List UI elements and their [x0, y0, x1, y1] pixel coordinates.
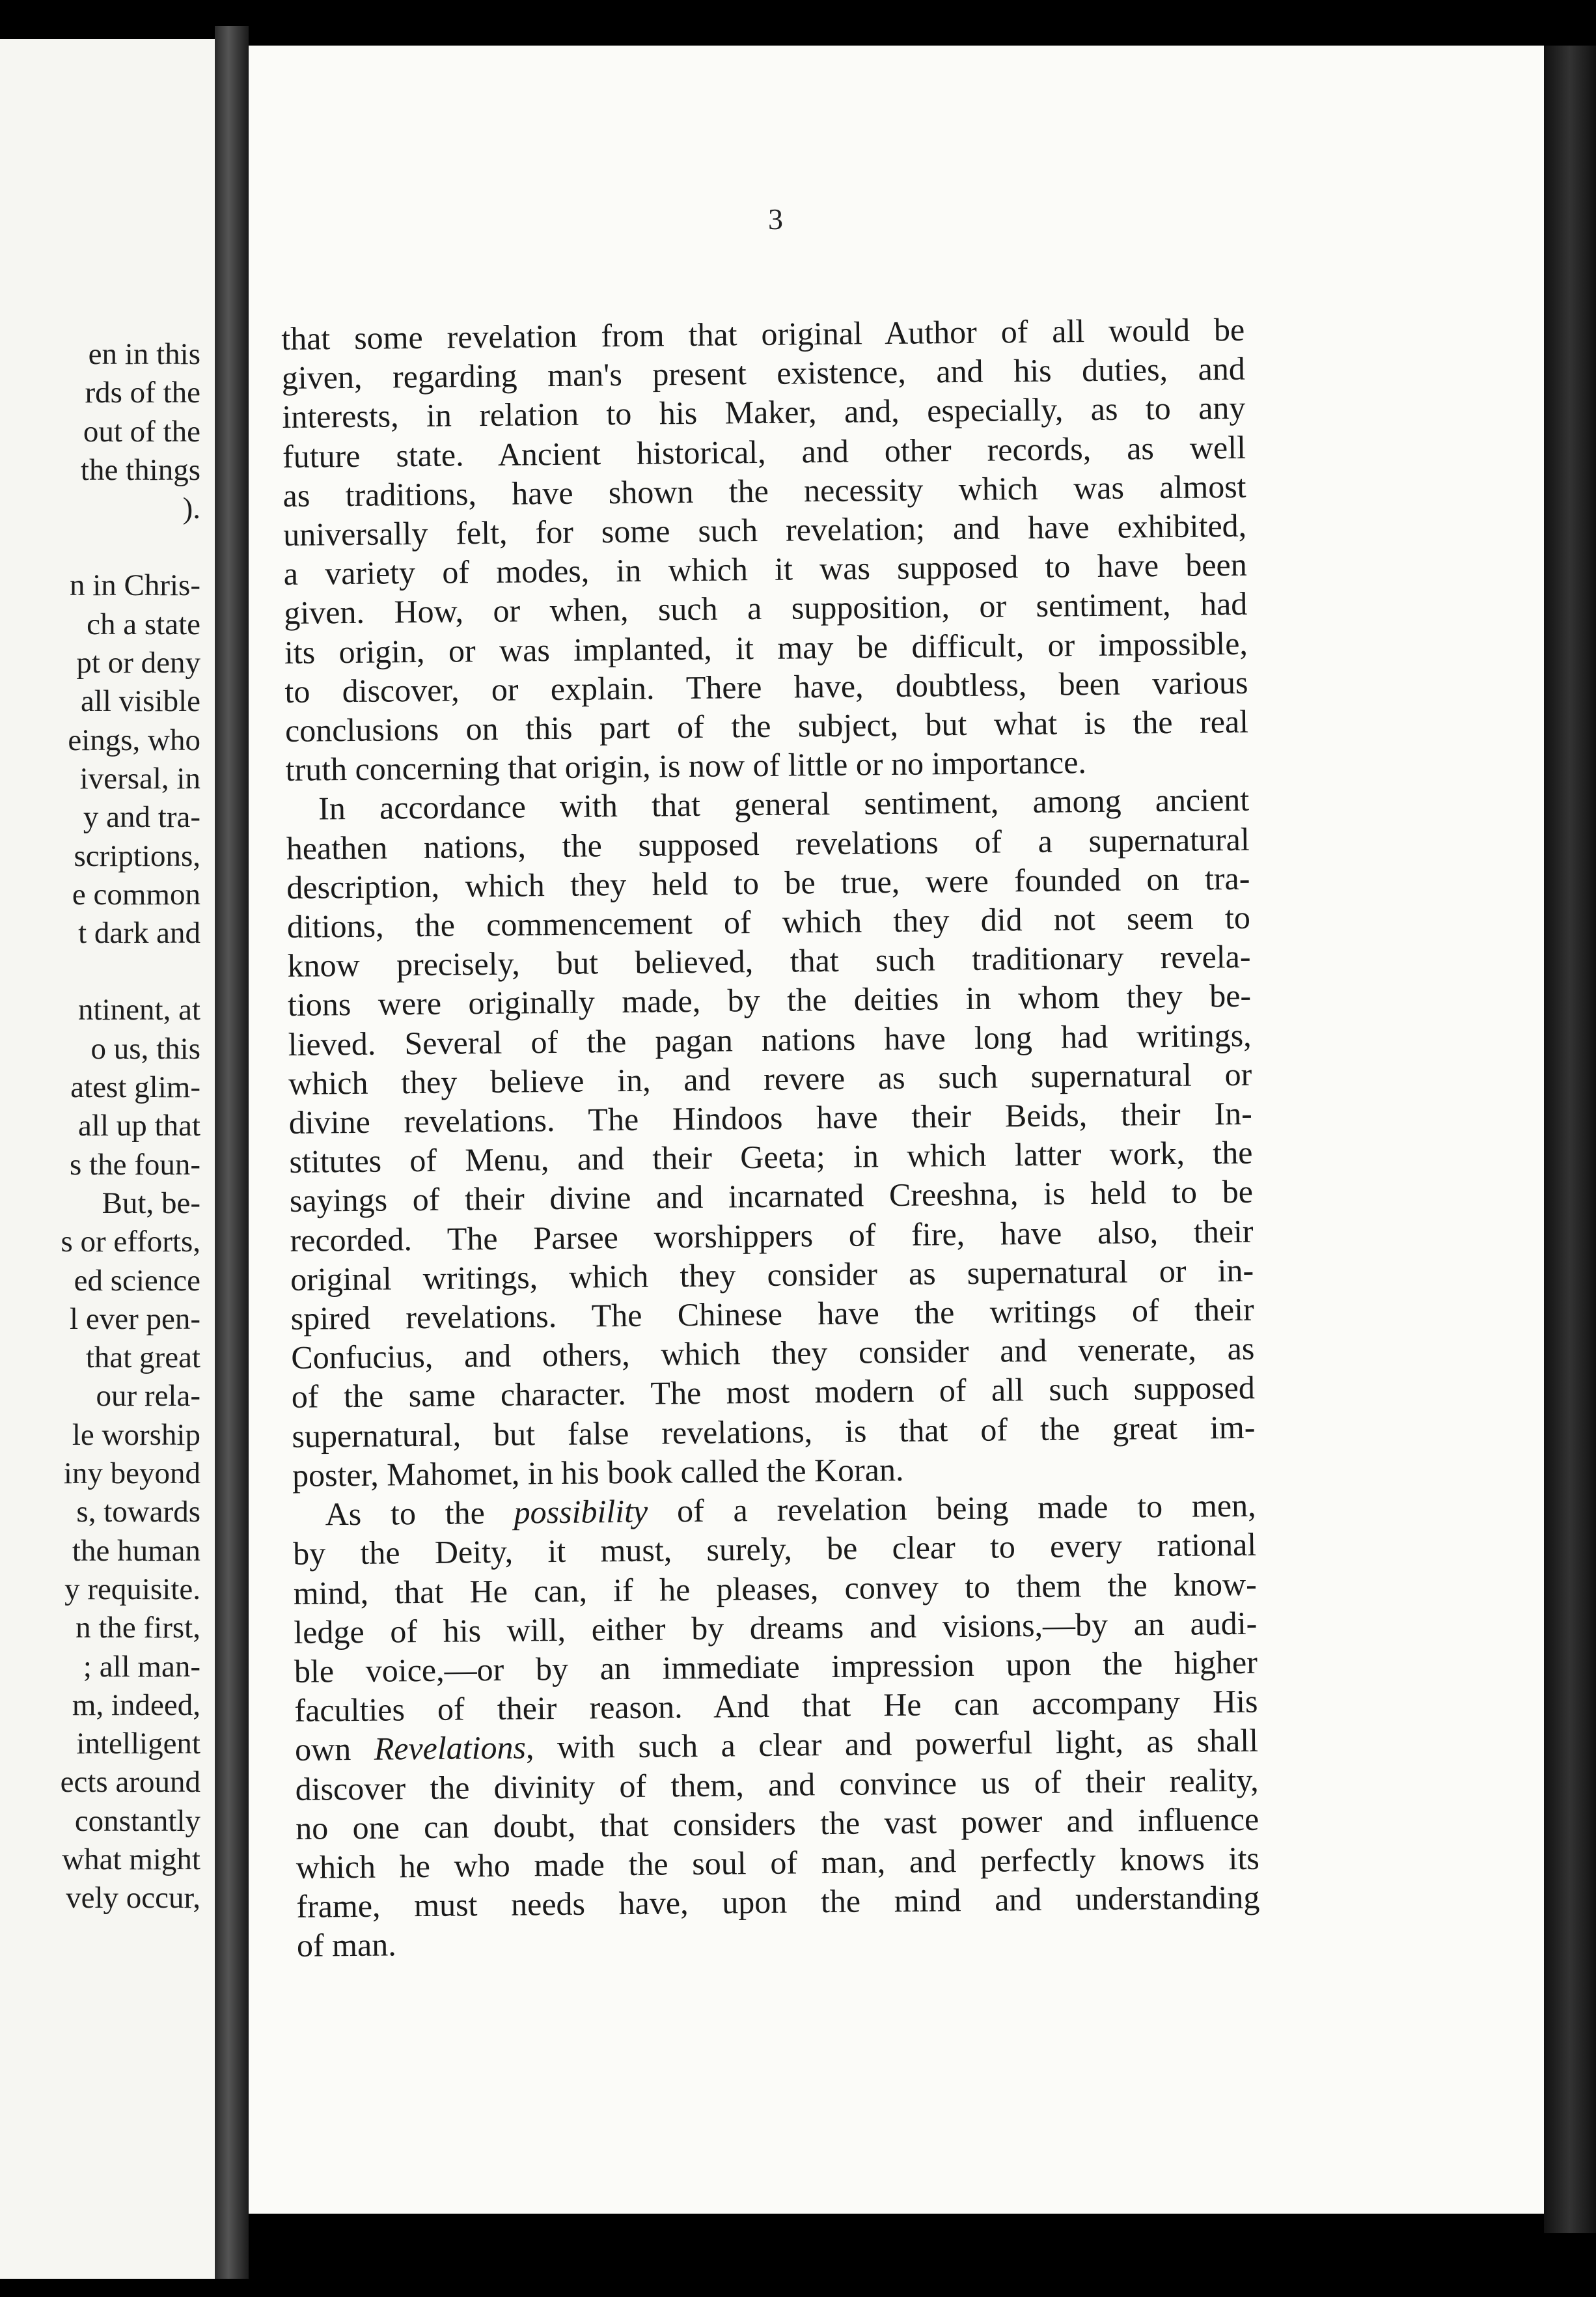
- text-line: universally felt, for some such revelation; and have exhibited,: [282, 507, 1247, 553]
- line-gap: [0, 528, 200, 566]
- emphasis: Revelations: [374, 1729, 527, 1768]
- previous-page-line: ; all man-: [83, 1649, 200, 1684]
- text-line: stitutes of Menu, and their Geeta; in which latter work, the: [289, 1134, 1253, 1180]
- emphasis: possibility: [514, 1492, 648, 1531]
- text-line: given, regarding man's present existence, and his duties, and: [281, 350, 1246, 397]
- text-line: tions were originally made, by the deities in whom they be-: [287, 977, 1252, 1023]
- previous-page-text: [0, 335, 200, 1918]
- previous-page-line: the human: [72, 1533, 200, 1568]
- previous-page-line: y requisite.: [64, 1572, 200, 1606]
- text-line: to discover, or explain. There have, doubtless, been various: [284, 663, 1248, 710]
- body-text: [281, 310, 1260, 1966]
- text-line: description, which they held to be true, were founded on tra-: [286, 859, 1250, 906]
- text-line: ledge of his will, either by dreams and visions,—by an audi-: [294, 1604, 1258, 1650]
- paragraph-2: [286, 780, 1256, 1495]
- line-gap: [0, 953, 200, 991]
- previous-page-line: t dark and: [78, 916, 200, 951]
- text-line: sayings of their divine and incarnated Creeshna, is held to be: [289, 1173, 1254, 1219]
- previous-page: [0, 39, 215, 2279]
- page-number: 3: [768, 202, 783, 236]
- previous-page-line: s, towards: [76, 1495, 200, 1529]
- paragraph-3: [292, 1486, 1260, 1966]
- text-line: original writings, which they consider as supernatural or in-: [290, 1251, 1254, 1298]
- text-line: frame, must needs have, upon the mind and understanding: [296, 1878, 1260, 1925]
- previous-page-line: n in Chris-: [69, 568, 200, 603]
- previous-page-line: iny beyond: [63, 1456, 200, 1491]
- previous-page-line: s or efforts,: [61, 1225, 200, 1259]
- text-line: which they believe in, and revere as such supernatural or: [288, 1055, 1252, 1102]
- previous-page-line: constantly: [74, 1803, 200, 1838]
- paragraph-1: [281, 310, 1249, 790]
- previous-page-line: ).: [182, 492, 200, 526]
- text-line: a variety of modes, in which it was supposed to have been: [283, 546, 1247, 592]
- previous-page-line: en in this: [88, 337, 200, 371]
- previous-page-line: vely occur,: [66, 1881, 200, 1915]
- text-line: discover the divinity of them, and convince us of their reality,: [295, 1761, 1259, 1807]
- previous-page-line: n the first,: [76, 1611, 200, 1645]
- text-line: of the same character. The most modern of all such supposed: [291, 1369, 1256, 1415]
- previous-page-line: ntinent, at: [78, 993, 200, 1027]
- page-edge: [1544, 46, 1596, 2233]
- text-line: own Revelations, with such a clear and powerful light, as shall: [294, 1722, 1259, 1768]
- previous-page-line: e common: [72, 877, 200, 912]
- previous-page-line: all up that: [78, 1109, 200, 1143]
- text-line: no one can doubt, that considers the vast power and influence: [295, 1800, 1259, 1846]
- text-line: that some revelation from that original Author of all would be: [281, 311, 1245, 357]
- previous-page-line: scriptions,: [74, 839, 200, 873]
- previous-page-line: rds of the: [85, 376, 200, 410]
- text-line: supernatural, but false revelations, is that of the great im-: [292, 1408, 1256, 1455]
- previous-page-line: intelligent: [76, 1727, 200, 1761]
- text-line: Confucius, and others, which they consider and venerate, as: [291, 1330, 1255, 1376]
- previous-page-line: atest glim-: [70, 1070, 200, 1105]
- text-line: interests, in relation to his Maker, and, especially, as to any: [282, 389, 1246, 436]
- previous-page-line: But, be-: [102, 1186, 200, 1220]
- text-line: of man.: [296, 1926, 396, 1964]
- previous-page-line: s the foun-: [69, 1147, 200, 1182]
- text-line: divine revelations. The Hindoos have their Beids, their In-: [288, 1094, 1253, 1141]
- previous-page-line: our rela-: [96, 1379, 200, 1413]
- previous-page-line: what might: [62, 1842, 200, 1876]
- text-line: lieved. Several of the pagan nations have long had writings,: [288, 1016, 1252, 1063]
- previous-page-line: iversal, in: [79, 761, 200, 796]
- text-line: by the Deity, it must, surely, be clear to every rational: [292, 1526, 1257, 1572]
- text-line: given. How, or when, such a supposition, or sentiment, had: [284, 585, 1248, 632]
- previous-page-line: o us, this: [90, 1031, 200, 1066]
- previous-page-line: ects around: [60, 1765, 200, 1800]
- previous-page-line: y and tra-: [83, 800, 200, 835]
- book-gutter: [215, 26, 249, 2279]
- previous-page-line: that great: [85, 1341, 200, 1375]
- text-line: faculties of their reason. And that He can accompany His: [294, 1682, 1258, 1729]
- previous-page-line: ch a state: [87, 607, 200, 641]
- previous-page-line: the things: [80, 452, 200, 487]
- previous-page-line: eings, who: [68, 723, 200, 757]
- text-line: which he who made the soul of man, and perfectly knows its: [296, 1839, 1260, 1886]
- text-line: future state. Ancient historical, and other records, as well: [282, 428, 1246, 475]
- previous-page-line: pt or deny: [76, 646, 200, 680]
- text-line: its origin, or was implanted, it may be difficult, or impossible,: [284, 624, 1248, 671]
- text-line: ble voice,—or by an immediate impression upon the higher: [294, 1643, 1258, 1690]
- text-line: as traditions, have shown the necessity which was almost: [282, 467, 1246, 514]
- text-line: conclusions on this part of the subject, but what is the real: [284, 703, 1249, 749]
- text-line: poster, Mahomet, in his book called the Koran.: [292, 1451, 904, 1494]
- previous-page-line: le worship: [72, 1417, 200, 1452]
- text-line: mind, that He can, if he pleases, convey to them the know-: [293, 1565, 1257, 1611]
- text-line: heathen nations, the supposed revelations of a supernatural: [286, 820, 1250, 867]
- previous-page-line: ed science: [74, 1263, 200, 1298]
- previous-page-line: out of the: [83, 414, 200, 449]
- previous-page-line: m, indeed,: [72, 1688, 200, 1722]
- previous-page-line: l ever pen-: [70, 1302, 200, 1336]
- text-line: ditions, the commencement of which they did not seem to: [286, 898, 1251, 945]
- previous-page-line: all visible: [80, 684, 200, 719]
- text-line: As to the possibility of a revelation being made to men,: [325, 1486, 1256, 1533]
- text-line: recorded. The Parsee worshippers of fire, have also, their: [290, 1212, 1254, 1259]
- text-line: know precisely, but believed, that such traditionary revela-: [287, 938, 1251, 984]
- text-line: spired revelations. The Chinese have the writings of their: [290, 1290, 1254, 1337]
- text-line: In accordance with that general sentiment, among ancient: [318, 781, 1250, 827]
- text-line: truth concerning that origin, is now of little or no importance.: [285, 744, 1087, 788]
